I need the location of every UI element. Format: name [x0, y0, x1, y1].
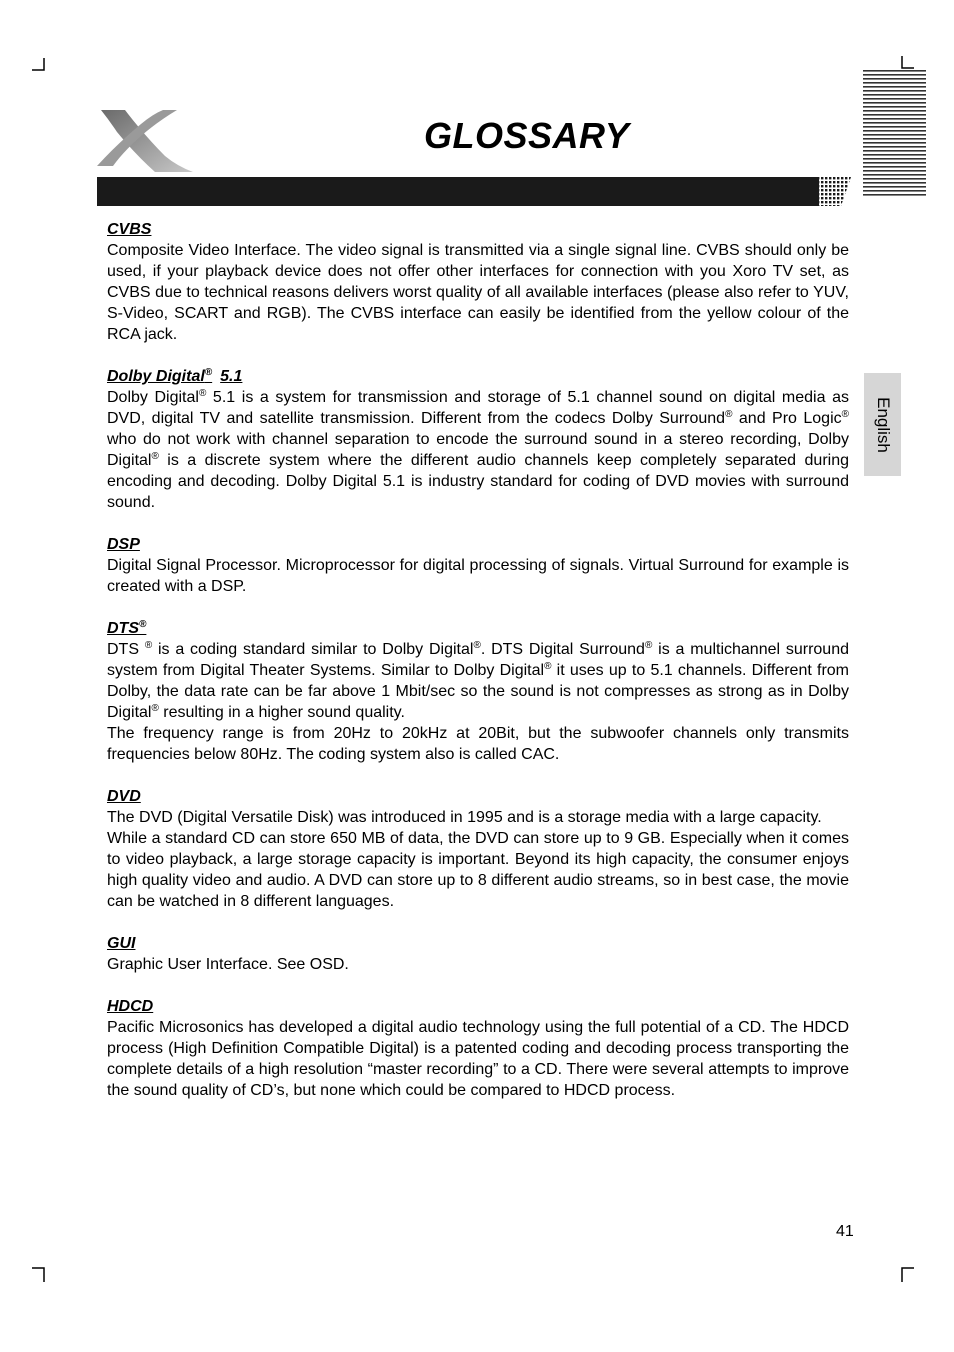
stripe-line — [863, 118, 926, 120]
crop-mark-top-left — [30, 58, 50, 74]
glossary-description: Digital Signal Processor. Microprocessor for digital processing of signals. Virtual Surround for example is created with a DSP. — [107, 557, 849, 595]
glossary-entry-dsp — [107, 534, 849, 597]
stripe-line — [863, 182, 926, 184]
stripe-line — [863, 178, 926, 180]
glossary-term: Dolby Digital® 5.1 — [107, 367, 243, 385]
page-title: GLOSSARY — [424, 115, 630, 156]
glossary-description: Graphic User Interface. See OSD. — [107, 956, 349, 973]
glossary-content — [107, 219, 849, 1122]
stripe-line — [863, 150, 926, 152]
stripe-line — [863, 142, 926, 144]
brand-x-logo-icon — [95, 106, 195, 176]
glossary-description: Pacific Microsonics has developed a digital audio technology using the full potential of a CD. The HDCD process (High Definition Compatible Digital) is a patented coding and decoding process transporting the complete details of a high resolution “master recording” to a CD. There were several attempts to improve the sound quality of CD’s, but none which could be compared to HDCD process. — [107, 1019, 849, 1099]
stripe-line — [863, 138, 926, 140]
stripe-line — [863, 94, 926, 96]
stripe-line — [863, 154, 926, 156]
stripe-line — [863, 82, 926, 84]
glossary-term: GUI — [107, 935, 136, 952]
stripe-line — [863, 166, 926, 168]
glossary-description: The frequency range is from 20Hz to 20kHz at 20Bit, but the subwoofer channels only transmits frequencies below 80Hz. The coding system also is called CAC. — [107, 725, 849, 763]
glossary-entry-dts — [107, 618, 849, 765]
language-tab — [864, 373, 901, 476]
stripe-line — [863, 114, 926, 116]
crop-mark-bottom-right — [898, 1266, 918, 1284]
glossary-term: CVBS — [107, 221, 152, 238]
stripe-line — [863, 158, 926, 160]
stripe-line — [863, 194, 926, 196]
glossary-description: While a standard CD can store 650 MB of data, the DVD can store up to 9 GB. Especially when it comes to video playback, a large storage capacity is important. Beyond its high capacity, the consumer enjoys high quality video and audio. A DVD can store up to 8 different audio streams, so in best case, the movie can be watched in 8 different languages. — [107, 830, 849, 910]
stripe-line — [863, 186, 926, 188]
stripe-line — [863, 70, 926, 72]
stripe-line — [863, 174, 926, 176]
stripe-line — [863, 74, 926, 76]
glossary-entry-hdcd — [107, 996, 849, 1101]
glossary-term: DVD — [107, 788, 141, 805]
stripe-line — [863, 130, 926, 132]
stripe-line — [863, 170, 926, 172]
stripe-line — [863, 110, 926, 112]
stripe-line — [863, 86, 926, 88]
glossary-term: HDCD — [107, 998, 154, 1015]
stripe-line — [863, 106, 926, 108]
stripe-line — [863, 78, 926, 80]
stripe-line — [863, 126, 926, 128]
stripe-line — [863, 190, 926, 192]
stripe-line — [863, 98, 926, 100]
glossary-entry-cvbs — [107, 219, 849, 345]
glossary-term: DSP — [107, 536, 140, 553]
stripe-line — [863, 122, 926, 124]
page-number: 41 — [836, 1223, 854, 1240]
glossary-description: The DVD (Digital Versatile Disk) was introduced in 1995 and is a storage media with a large capacity. — [107, 809, 822, 826]
glossary-description: Dolby Digital® 5.1 is a system for transmission and storage of 5.1 channel sound on digital media as DVD, digital TV and satellite transmission. Different from the codecs Dolby Surround® and Pro Logic® who do not work with channel separation to encode the surround sound in a stereo recording, Dolby Digital® is a discrete system where the different audio channels keep completely separated during encoding and decoding. Dolby Digital 5.1 is industry standard for coding of DVD movies with surround sound. — [107, 388, 850, 511]
glossary-entry-gui — [107, 933, 849, 975]
stripe-line — [863, 134, 926, 136]
glossary-term: DTS® — [107, 619, 147, 637]
decorative-stripes — [863, 70, 926, 198]
stripe-line — [863, 102, 926, 104]
language-tab-label: English — [873, 396, 893, 453]
stripe-line — [863, 146, 926, 148]
crop-mark-bottom-left — [30, 1266, 50, 1284]
glossary-entry-dvd — [107, 786, 849, 912]
glossary-entry-dolby-digital — [107, 366, 849, 513]
header-bar — [97, 177, 851, 206]
stripe-line — [863, 90, 926, 92]
glossary-description: DTS ® is a coding standard similar to Dolby Digital®. DTS Digital Surround® is a multichannel surround system from Digital Theater Systems. Similar to Dolby Digital® it uses up to 5.1 channels. Different from Dolby, the data rate can be far above 1 Mbit/sec so the sound is not compresses as strong as in Dolby Digital® resulting in a higher sound quality. — [107, 640, 849, 721]
glossary-description: Composite Video Interface. The video signal is transmitted via a single signal line. CVBS should only be used, if your playback device does not offer other interfaces for connection with you Xoro TV set, as CVBS due to technical reasons delivers worst quality of all available interfaces (please also refer to YUV, S-Video, SCART and RGB). The CVBS interface can easily be identified from the yellow colour of the RCA jack. — [107, 242, 849, 343]
stripe-line — [863, 162, 926, 164]
